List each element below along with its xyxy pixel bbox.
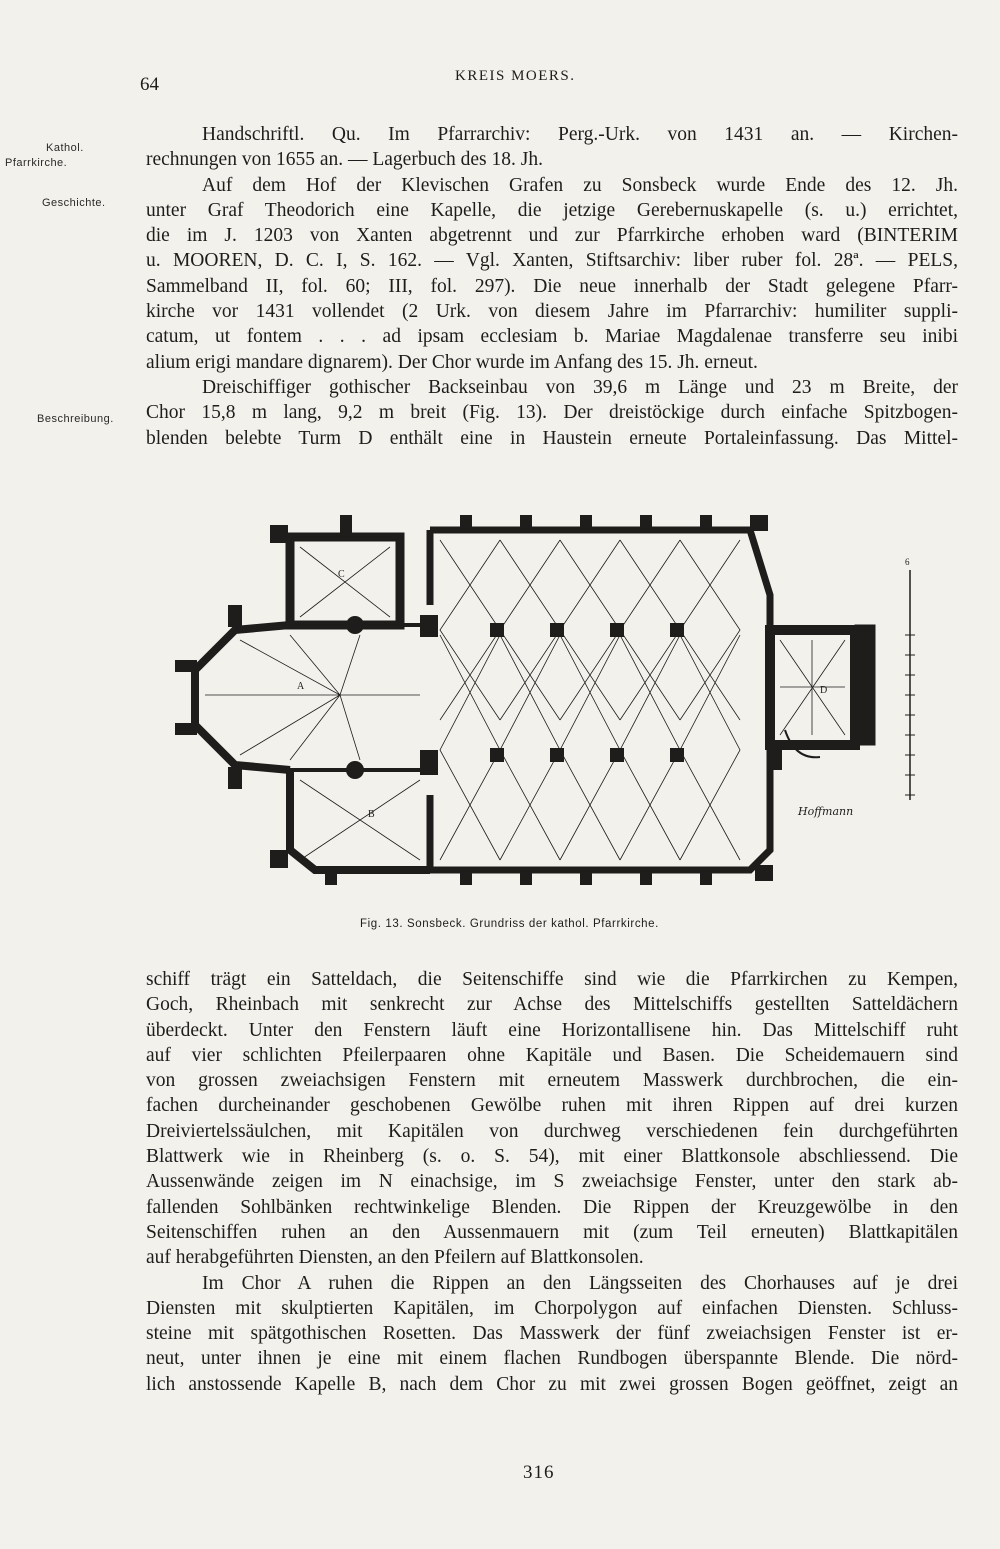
text-line: Chor 15,8 m lang, 9,2 m breit (Fig. 13). Der dreistöckige durch einfache Spitzbogen- xyxy=(146,402,958,424)
text-line: überdeckt. Unter den Fenstern läuft eine Horizontallisene hin. Das Mittelschiff ruht xyxy=(146,1019,958,1041)
figure-caption: Fig. 13. Sonsbeck. Grundriss der kathol. Pfarrkirche. xyxy=(360,918,659,930)
upper-text-block xyxy=(146,122,958,451)
text-line: Sammelband II, fol. 60; III, fol. 297). Die neue innerhalb der Stadt gelegene Pfarr- xyxy=(146,275,958,297)
text-line: rechnungen von 1655 an. — Lagerbuch des 18. Jh. xyxy=(146,149,543,171)
running-title: KREIS MOERS. xyxy=(455,68,576,84)
margin-note-beschreibung: Beschreibung. xyxy=(37,413,114,425)
text-line: alium erigi mandare dignarem). Der Chor wurde im Anfang des 15. Jh. erneut. xyxy=(146,351,758,373)
sheet-number: 316 xyxy=(523,1462,555,1483)
text-line: kirche vor 1431 vollendet (2 Urk. von diesem Jahre im Pfarrarchiv: humiliter suppli- xyxy=(146,301,958,323)
text-line: Handschriftl. Qu. Im Pfarrarchiv: Perg.-Urk. von 1431 an. — Kirchen- xyxy=(202,124,958,145)
illustrator-signature: Hoffmann xyxy=(798,805,854,818)
label-d: D xyxy=(820,685,828,696)
text-line: Diensten mit skulptierten Kapitälen, im Chorpolygon auf einfachen Diensten. Schluss- xyxy=(146,1297,958,1319)
scale-label: 6 xyxy=(905,557,910,567)
text-line: steine mit spätgothischen Rosetten. Das Masswerk der fünf zweiachsigen Fenster ist er- xyxy=(146,1323,958,1345)
label-c: C xyxy=(338,569,345,580)
margin-note-geschichte: Geschichte. xyxy=(42,197,106,209)
text-line: Im Chor A ruhen die Rippen an den Längsseiten des Chorhauses auf je drei xyxy=(202,1272,958,1294)
text-line: Goch, Rheinbach mit senkrecht zur Achse des Mittelschiffs gestellten Satteldächern xyxy=(146,994,958,1016)
floor-plan-drawing xyxy=(140,495,960,905)
text-line: Dreiviertelssäulchen, mit Kapitälen von durchweg verschiedenen fein durchgeführten xyxy=(146,1120,958,1142)
tower-d-block xyxy=(855,625,875,745)
text-line: catum, ut fontem . . . ad ipsam ecclesiam b. Mariae Magdalenae transferre seu inibi xyxy=(146,326,958,348)
text-line: Aussenwände zeigen im N einachsige, im S zweiachsige Fenster, unter den stark ab- xyxy=(146,1171,958,1193)
text-line: Auf dem Hof der Klevischen Grafen zu Sonsbeck wurde Ende des 12. Jh. xyxy=(202,174,958,196)
label-a: A xyxy=(297,681,305,692)
text-line: Seitenschiffen ruhen an den Aussenmauern mit (zum Teil erneuten) Blattkapitälen xyxy=(146,1221,958,1243)
floor-plan-figure xyxy=(140,495,960,905)
text-line: auf vier schlichten Pfeilerpaaren ohne Kapitäle und Basen. Die Scheidemauern sind xyxy=(146,1044,958,1066)
text-line: die im J. 1203 von Xanten abgetrennt und zur Pfarrkirche erhoben ward (BINTERIM xyxy=(146,225,958,247)
text-line: Blattwerk wie in Rheinberg (s. o. S. 54), mit einer Blattkonsole abschliessend. Die xyxy=(146,1146,958,1168)
margin-note-pfarrkirche: Pfarrkirche. xyxy=(5,157,68,169)
text-line: schiff trägt ein Satteldach, die Seitenschiffe sind wie die Pfarrkirchen zu Kempen, xyxy=(146,969,958,990)
choir-wall-inner xyxy=(290,625,430,770)
page-number: 64 xyxy=(140,74,159,95)
margin-note-kathol: Kathol. xyxy=(46,142,84,154)
text-line: fachen durcheinander geschobenen Gewölbe ruhen mit ihren Rippen auf drei kurzen xyxy=(146,1095,958,1117)
text-line: neut, unter ihnen je eine mit einem flachen Rundbogen überspannte Blende. Die nörd- xyxy=(146,1348,958,1370)
choir-wall xyxy=(195,625,290,770)
text-line: von grossen zweiachsigen Fenstern mit erneutem Masswerk durchbrochen, die ein- xyxy=(146,1070,958,1092)
text-line: blenden belebte Turm D enthält eine in Haustein erneute Portaleinfassung. Das Mittel- xyxy=(146,427,958,449)
nave-wall xyxy=(430,530,770,870)
text-line: auf herabgeführten Diensten, an den Pfeilern auf Blattkonsolen. xyxy=(146,1247,644,1269)
text-line: unter Graf Theodorich eine Kapelle, die jetzige Gerebernuskapelle (s. u.) errichtet, xyxy=(146,199,958,221)
lower-text-block xyxy=(146,967,958,1397)
text-line: Dreischiffiger gothischer Backseinbau von 39,6 m Länge und 23 m Breite, der xyxy=(202,376,958,398)
label-b: B xyxy=(368,809,375,820)
text-line: u. MOOREN, D. C. I, S. 162. — Vgl. Xanten, Stiftsarchiv: liber ruber fol. 28ª. — PELS, xyxy=(146,250,958,272)
text-line: fallenden Sohlbänken rechtwinkelige Blenden. Die Rippen der Kreuzgewölbe in den xyxy=(146,1196,958,1218)
text-line: lich anstossende Kapelle B, nach dem Chor zu mit zwei grossen Bogen geöffnet, zeigt an xyxy=(146,1373,958,1395)
